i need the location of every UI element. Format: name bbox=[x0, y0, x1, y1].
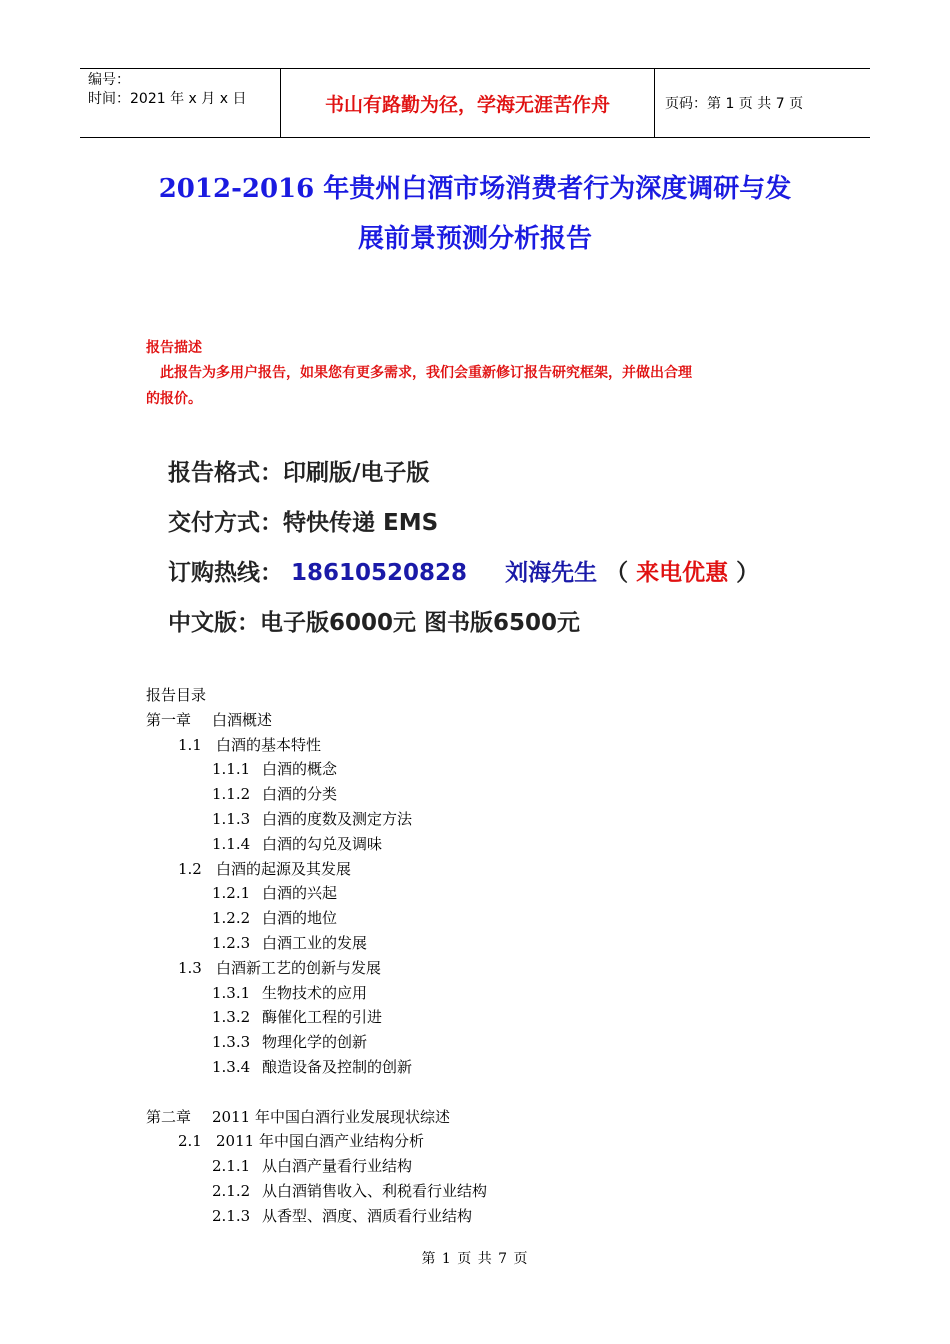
toc-item[interactable] bbox=[146, 1179, 846, 1204]
description-heading: 报告描述 bbox=[146, 340, 202, 356]
description-line-1: 此报告为多用户报告，如果您有更多需求，我们会重新修订报告研究框架，并做出合理 bbox=[160, 365, 692, 381]
time-label: 时间：2021 年 x 月 x 日 bbox=[88, 91, 247, 107]
toc-item-title: 白酒工业的发展 bbox=[262, 933, 368, 952]
toc-item-title: 生物技术的应用 bbox=[262, 983, 368, 1002]
toc-item-number: 1.2.1 bbox=[212, 884, 251, 903]
toc-item-number: 1.3.1 bbox=[212, 983, 251, 1002]
toc-item-title: 白酒的度数及测定方法 bbox=[262, 809, 413, 828]
toc-item-title: 白酒的起源及其发展 bbox=[216, 859, 352, 878]
toc-item-title: 白酒的地位 bbox=[262, 909, 338, 928]
report-format: 报告格式：印刷版/电子版 bbox=[168, 460, 430, 486]
toc-item[interactable] bbox=[146, 906, 846, 931]
toc-item[interactable] bbox=[146, 956, 846, 981]
toc-item[interactable] bbox=[146, 981, 846, 1006]
toc-item-number: 2.1 bbox=[178, 1132, 202, 1151]
toc-item[interactable] bbox=[146, 1005, 846, 1030]
toc-item[interactable] bbox=[146, 782, 846, 807]
toc-item-number: 1.3.2 bbox=[212, 1008, 251, 1027]
toc-item-number: 2.1.2 bbox=[212, 1181, 251, 1200]
price-info: 中文版：电子版6000元 图书版6500元 bbox=[168, 610, 581, 636]
toc-item[interactable] bbox=[146, 1055, 846, 1080]
toc-item[interactable] bbox=[146, 1030, 846, 1055]
toc-item[interactable] bbox=[146, 757, 846, 782]
toc-item-title: 白酒的基本特性 bbox=[216, 735, 322, 754]
promo-text: 来电优惠 bbox=[636, 560, 729, 586]
toc-item-number: 1.1.1 bbox=[212, 760, 251, 779]
toc-item-number: 1.2 bbox=[178, 859, 202, 878]
toc-item-number: 1.2.2 bbox=[212, 909, 251, 928]
toc-item[interactable] bbox=[146, 733, 846, 758]
toc-item-number: 1.2.3 bbox=[212, 933, 251, 952]
header-page-info: 页码：第 1 页 共 7 页 bbox=[665, 96, 804, 112]
report-title-line-2: 展前景预测分析报告 bbox=[357, 224, 592, 254]
hotline-label: 订购热线： bbox=[168, 560, 283, 586]
toc-item-number: 第一章 bbox=[146, 710, 192, 729]
page-footer: 第 1 页 共 7 页 bbox=[421, 1251, 529, 1267]
toc-item[interactable] bbox=[146, 1204, 846, 1229]
toc-heading: 报告目录 bbox=[146, 686, 207, 704]
toc-item-title: 2011 年中国白酒产业结构分析 bbox=[216, 1132, 424, 1151]
header-table bbox=[80, 68, 870, 138]
toc-item-title: 从白酒销售收入、利税看行业结构 bbox=[262, 1181, 488, 1200]
header-motto: 书山有路勤为径，学海无涯苦作舟 bbox=[280, 69, 655, 137]
toc-item-number: 2.1.1 bbox=[212, 1157, 251, 1176]
toc-item[interactable] bbox=[146, 807, 846, 832]
toc-item-number: 第二章 bbox=[146, 1107, 192, 1126]
toc-item-title: 白酒概述 bbox=[212, 710, 273, 729]
toc-item-title: 白酒的兴起 bbox=[262, 884, 338, 903]
toc-list bbox=[146, 708, 846, 1229]
report-title-line-1: 2012-2016 年贵州白酒市场消费者行为深度调研与发 bbox=[158, 174, 792, 204]
description-body bbox=[146, 360, 826, 412]
toc-item[interactable] bbox=[146, 832, 846, 857]
hotline-number[interactable]: 18610520828 bbox=[291, 560, 468, 586]
toc-item-title: 物理化学的创新 bbox=[262, 1033, 368, 1052]
toc-item-title: 白酒的分类 bbox=[262, 785, 338, 804]
toc-item-title: 从白酒产量看行业结构 bbox=[262, 1157, 413, 1176]
toc-item-number: 1.3.3 bbox=[212, 1033, 251, 1052]
paren-close: ） bbox=[736, 560, 760, 586]
toc-item-title: 白酒新工艺的创新与发展 bbox=[216, 958, 382, 977]
paren-open: （ bbox=[605, 560, 629, 586]
header-meta bbox=[80, 69, 280, 137]
description-line-2: 的报价。 bbox=[146, 391, 202, 407]
toc-item[interactable] bbox=[146, 1129, 846, 1154]
contact-name: 刘海先生 bbox=[505, 560, 598, 586]
toc-item-title: 2011 年中国白酒行业发展现状综述 bbox=[212, 1107, 450, 1126]
toc-item[interactable] bbox=[146, 857, 846, 882]
toc-item-title: 酶催化工程的引进 bbox=[262, 1008, 383, 1027]
toc-item[interactable] bbox=[146, 708, 846, 733]
toc-item-number: 1.1.2 bbox=[212, 785, 251, 804]
toc-item-number: 1.1.4 bbox=[212, 834, 251, 853]
toc-item-number: 1.3.4 bbox=[212, 1057, 251, 1076]
toc-item-number: 2.1.3 bbox=[212, 1206, 251, 1225]
toc-item[interactable] bbox=[146, 1105, 846, 1130]
toc-item-number: 1.1 bbox=[178, 735, 202, 754]
toc-item[interactable] bbox=[146, 881, 846, 906]
toc-item-title: 白酒的勾兑及调味 bbox=[262, 834, 383, 853]
toc-item[interactable] bbox=[146, 931, 846, 956]
toc-item-number: 1.1.3 bbox=[212, 809, 251, 828]
table-of-contents bbox=[146, 683, 846, 1229]
order-hotline bbox=[168, 554, 759, 587]
toc-item[interactable] bbox=[146, 1154, 846, 1179]
toc-item-title: 白酒的概念 bbox=[262, 760, 338, 779]
toc-item-title: 酿造设备及控制的创新 bbox=[262, 1057, 413, 1076]
toc-item-number: 1.3 bbox=[178, 958, 202, 977]
number-label: 编号： bbox=[88, 72, 130, 88]
delivery-method: 交付方式：特快传递 EMS bbox=[168, 510, 439, 536]
toc-item-title: 从香型、酒度、酒质看行业结构 bbox=[262, 1206, 473, 1225]
